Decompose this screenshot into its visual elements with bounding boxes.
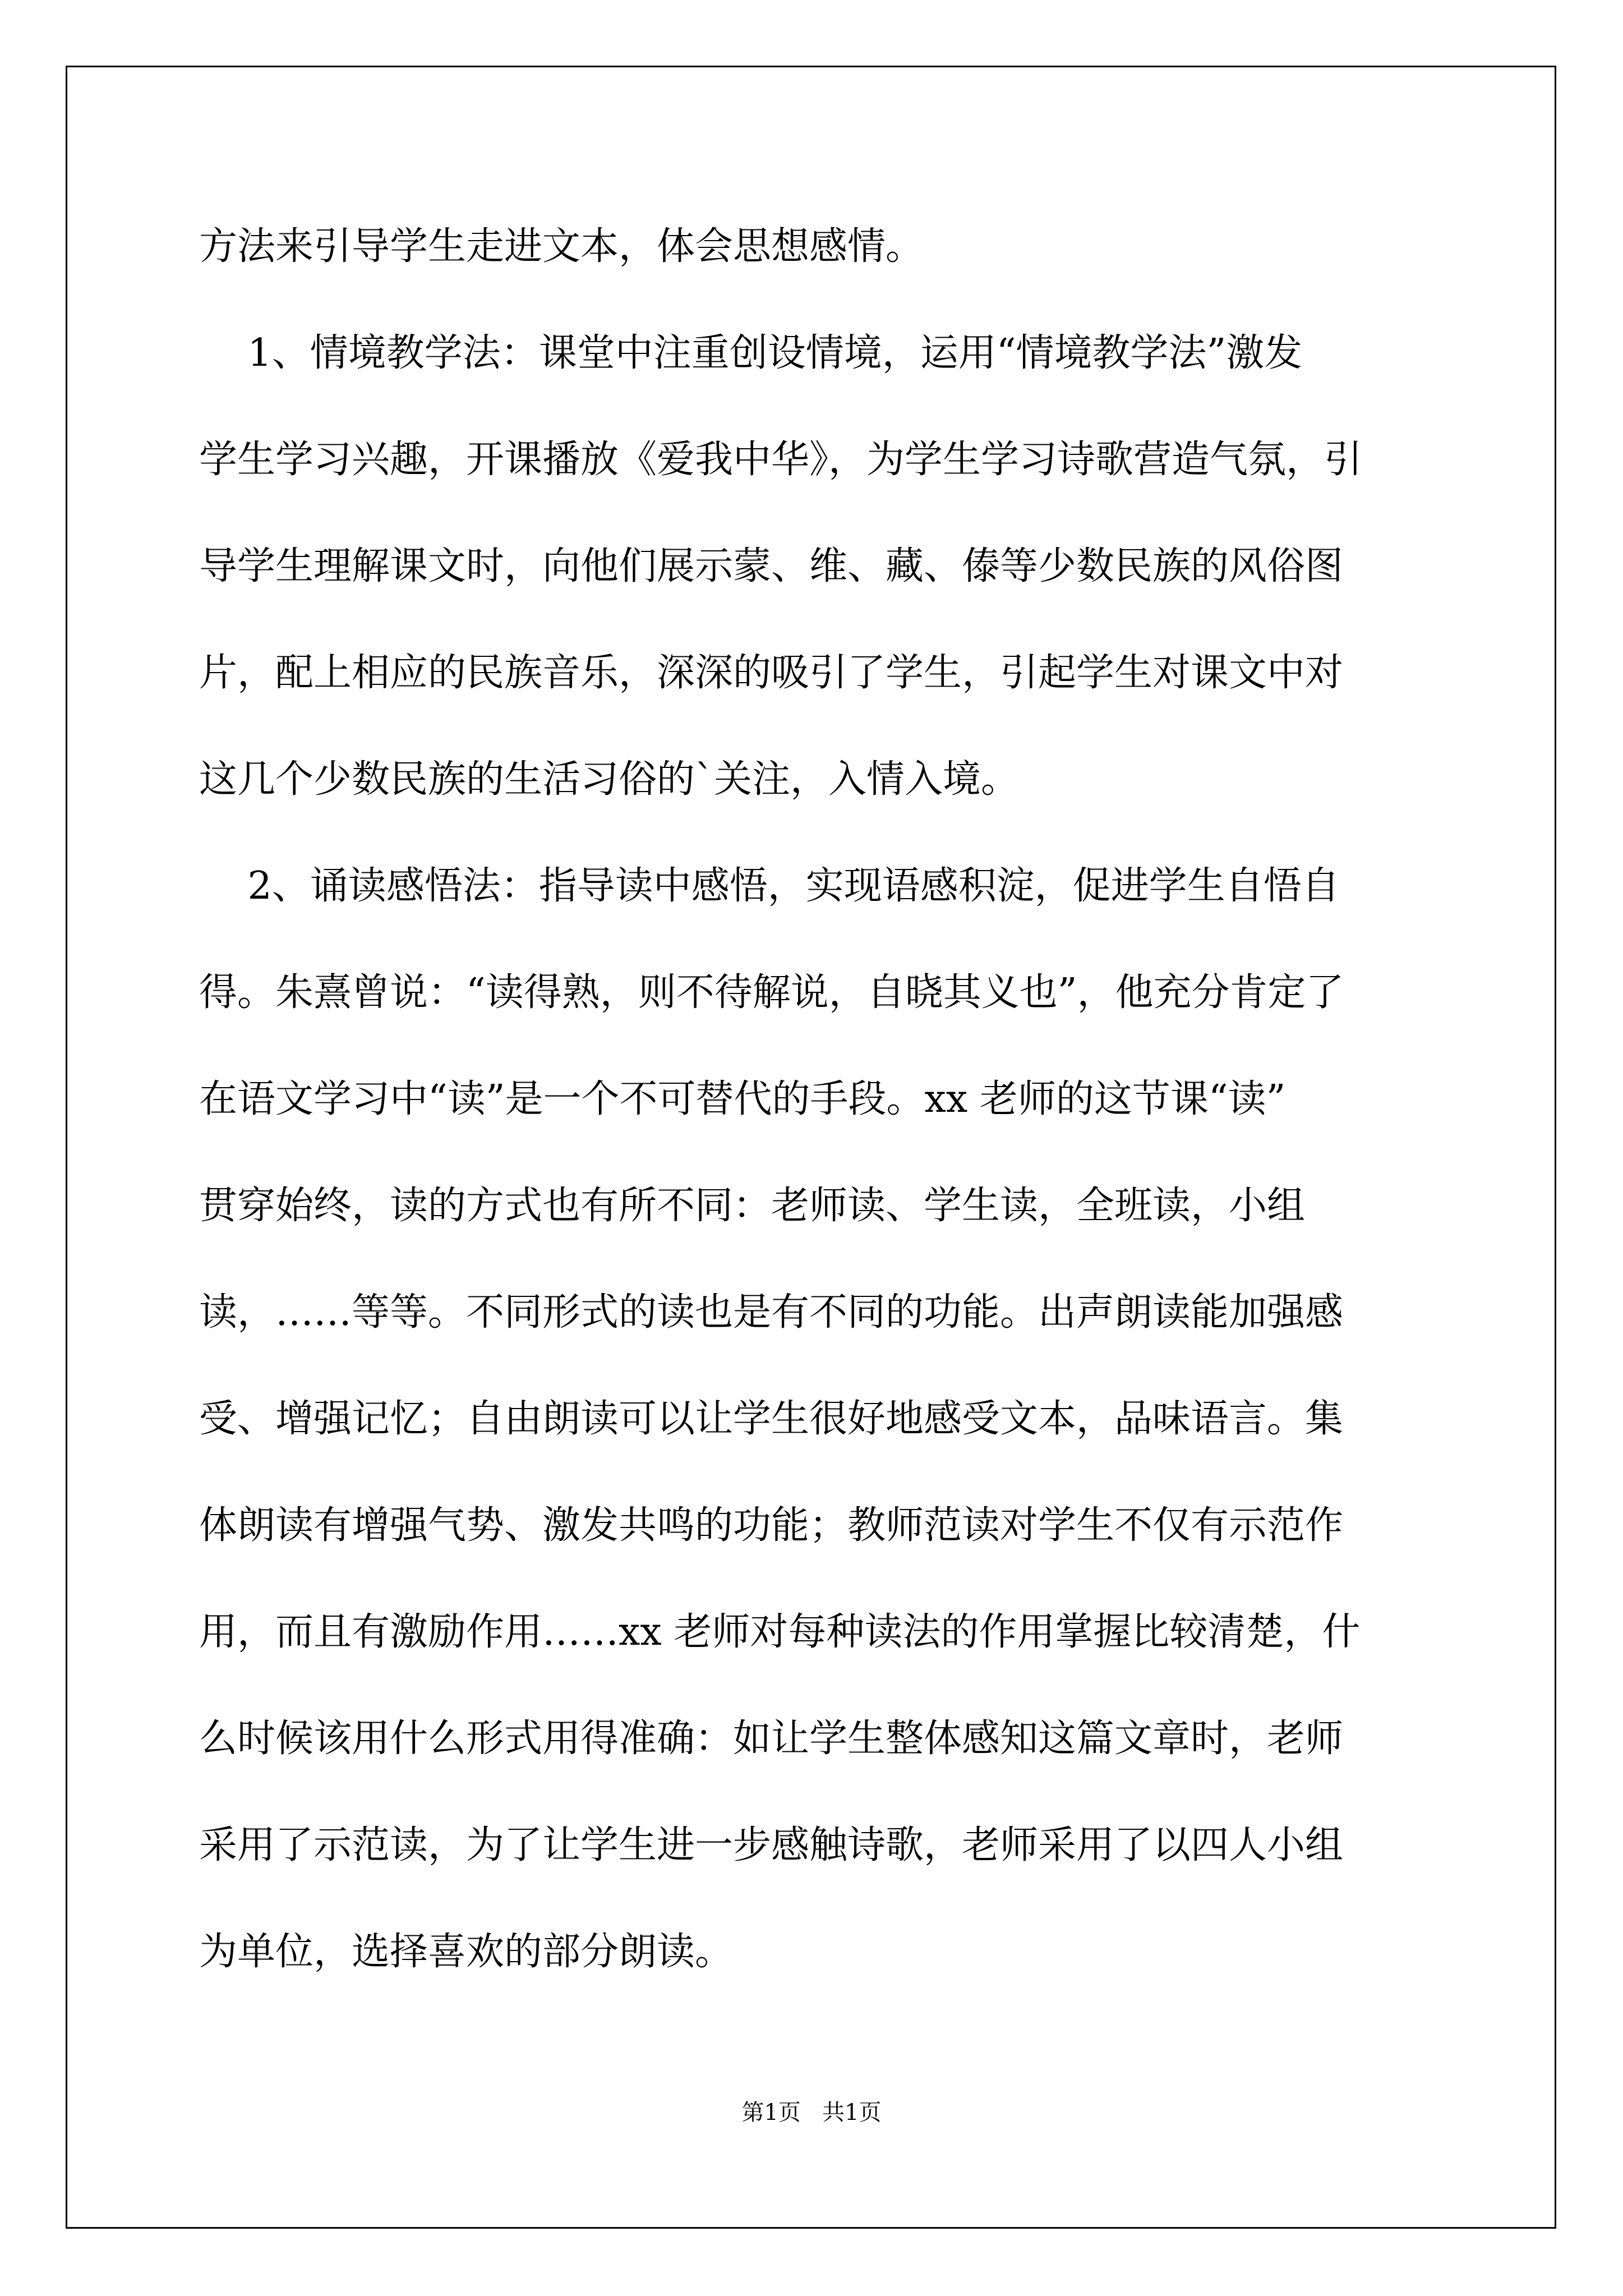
- body-text-line: 这几个少数民族的生活习俗的`关注，入情入境。: [199, 757, 1020, 802]
- body-text-line: 为单位，选择喜欢的部分朗读。: [199, 1930, 734, 1974]
- page-border: [66, 66, 1556, 2229]
- body-text-line: 得。朱熹曾说：“读得熟，则不待解说，自晓其义也”，他充分肯定了: [199, 970, 1344, 1015]
- body-text-line: 体朗读有增强气势、激发共鸣的功能；教师范读对学生不仅有示范作: [199, 1503, 1344, 1548]
- body-text-line: 片，配上相应的民族音乐，深深的吸引了学生，引起学生对课文中对: [199, 651, 1344, 695]
- body-text-line: 导学生理解课文时，向他们展示蒙、维、藏、傣等少数民族的风俗图: [199, 544, 1344, 588]
- body-text-line: 贯穿始终，读的方式也有所不同：老师读、学生读，全班读，小组: [199, 1184, 1306, 1228]
- body-text-line: 1、情境教学法：课堂中注重创设情境，运用“情境教学法”激发: [199, 331, 1303, 375]
- body-text-line: 用，而且有激励作用……xx 老师对每种读法的作用掌握比较清楚，什: [199, 1610, 1361, 1654]
- body-text-line: 采用了示范读，为了让学生进一步感触诗歌，老师采用了以四人小组: [199, 1823, 1344, 1867]
- body-text-line: 么时候该用什么形式用得准确：如让学生整体感知这篇文章时，老师: [199, 1717, 1344, 1761]
- body-text-line: 受、增强记忆；自由朗读可以让学生很好地感受文本，品味语言。集: [199, 1397, 1344, 1441]
- body-text-line: 2、诵读感悟法：指导读中感悟，实现语感积淀，促进学生自悟自: [199, 864, 1340, 908]
- body-text-line: 学生学习兴趣，开课播放《爱我中华》，为学生学习诗歌营造气氛，引: [199, 438, 1363, 482]
- body-text-line: 读，……等等。不同形式的读也是有不同的功能。出声朗读能加强感: [199, 1290, 1344, 1335]
- body-text-line: 在语文学习中“读”是一个不可替代的手段。xx 老师的这节课“读”: [199, 1077, 1286, 1121]
- body-text-line: 方法来引导学生走进文本，体会思想感情。: [199, 224, 924, 269]
- page-number-footer: 第1页 共1页: [741, 2100, 882, 2125]
